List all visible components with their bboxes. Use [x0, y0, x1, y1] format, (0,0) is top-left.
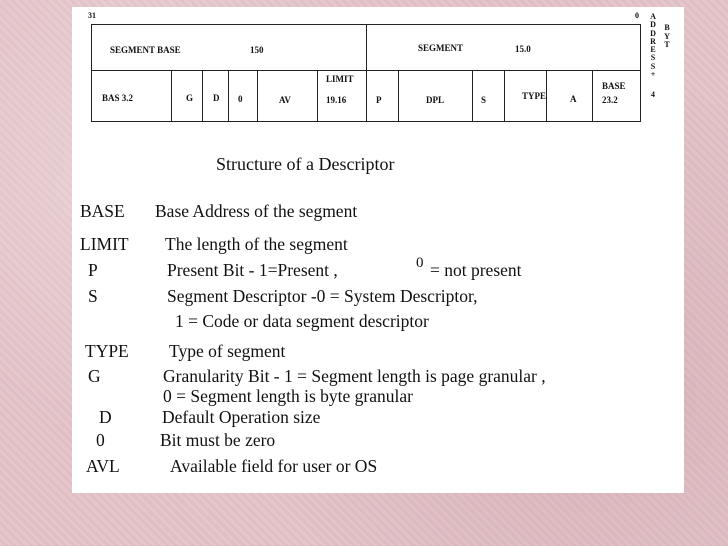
row2-divider: [546, 70, 547, 122]
def-text-g-2: 0 = Segment length is byte granular: [163, 386, 413, 406]
row2-divider: [398, 70, 399, 122]
type-label: TYPE: [522, 91, 547, 101]
def-key-zero: 0: [96, 430, 105, 450]
s-label: S: [481, 95, 487, 105]
bit-0-label: 0: [635, 11, 639, 20]
av-label: AV: [279, 95, 291, 105]
def-key-type: TYPE: [85, 341, 129, 361]
def-key-base: BASE: [80, 201, 125, 221]
segment-label: SEGMENT: [418, 43, 464, 53]
segment-base-bits: 150: [250, 45, 264, 55]
limit-bits: 19.16: [326, 95, 347, 105]
row2-divider: [592, 70, 593, 122]
def-key-limit: LIMIT: [80, 234, 129, 254]
def-text-zero: Bit must be zero: [160, 430, 276, 450]
address-plus-4-label: [648, 13, 658, 100]
table-center-divider: [366, 24, 367, 122]
table-right-border: [640, 24, 641, 122]
def-text-base: Base Address of the segment: [155, 201, 358, 221]
segment-bits: 15.0: [515, 44, 531, 54]
row2-divider: [504, 70, 505, 122]
def-p-zero: 0: [416, 255, 424, 271]
g-label: G: [186, 93, 194, 103]
row2-divider: [257, 70, 258, 122]
base-bits: 23.2: [602, 95, 618, 105]
def-text-limit: The length of the segment: [165, 234, 348, 254]
p-label: P: [376, 95, 382, 105]
side-letter: D: [650, 28, 656, 38]
def-key-avl: AVL: [86, 456, 120, 476]
side-letter: E: [650, 45, 656, 55]
side-letter: S: [650, 53, 656, 63]
def-text-g: Granularity Bit - 1 = Segment length is page granular ,: [163, 366, 546, 386]
def-key-d: D: [99, 407, 112, 427]
row2-divider: [171, 70, 172, 122]
table-left-border: [91, 24, 92, 122]
segment-base-label: SEGMENT BASE: [110, 45, 181, 55]
side-letter: R: [650, 36, 656, 46]
def-text-d: Default Operation size: [162, 407, 321, 427]
slide: [72, 7, 684, 493]
row2-divider: [317, 70, 318, 122]
zero-label: 0: [238, 94, 243, 104]
bit-31-label: 31: [88, 11, 96, 20]
a-label: A: [570, 94, 577, 104]
def-text-avl: Available field for user or OS: [170, 456, 378, 476]
caption: Structure of a Descriptor: [216, 154, 395, 174]
def-text-p: Present Bit - 1=Present ,: [167, 260, 338, 280]
byte-label: [662, 24, 672, 50]
side-letter: T: [664, 40, 670, 50]
def-text-p-tail: = not present: [430, 260, 522, 280]
row2-divider: [472, 70, 473, 122]
d-label: D: [213, 93, 220, 103]
side-letter: Y: [664, 31, 670, 41]
row2-divider: [228, 70, 229, 122]
side-letter: S: [650, 61, 656, 71]
side-letter: A: [650, 12, 656, 21]
side-letter: +: [650, 70, 656, 80]
row2-divider: [202, 70, 203, 122]
def-key-p: P: [88, 260, 98, 280]
side-letter: D: [650, 20, 656, 30]
dpl-label: DPL: [426, 95, 444, 105]
limit-label: LIMIT: [326, 74, 354, 84]
def-text-s-2: 1 = Code or data segment descriptor: [175, 311, 429, 331]
side-letter: B: [664, 23, 670, 32]
def-text-type: Type of segment: [169, 341, 286, 361]
def-text-s: Segment Descriptor -0 = System Descriptor,: [167, 286, 478, 306]
def-key-s: S: [88, 286, 98, 306]
side-letter: 4: [651, 90, 655, 100]
bas-label: BAS 3.2: [102, 93, 134, 103]
base-label: BASE: [602, 81, 626, 91]
def-key-g: G: [88, 366, 101, 386]
